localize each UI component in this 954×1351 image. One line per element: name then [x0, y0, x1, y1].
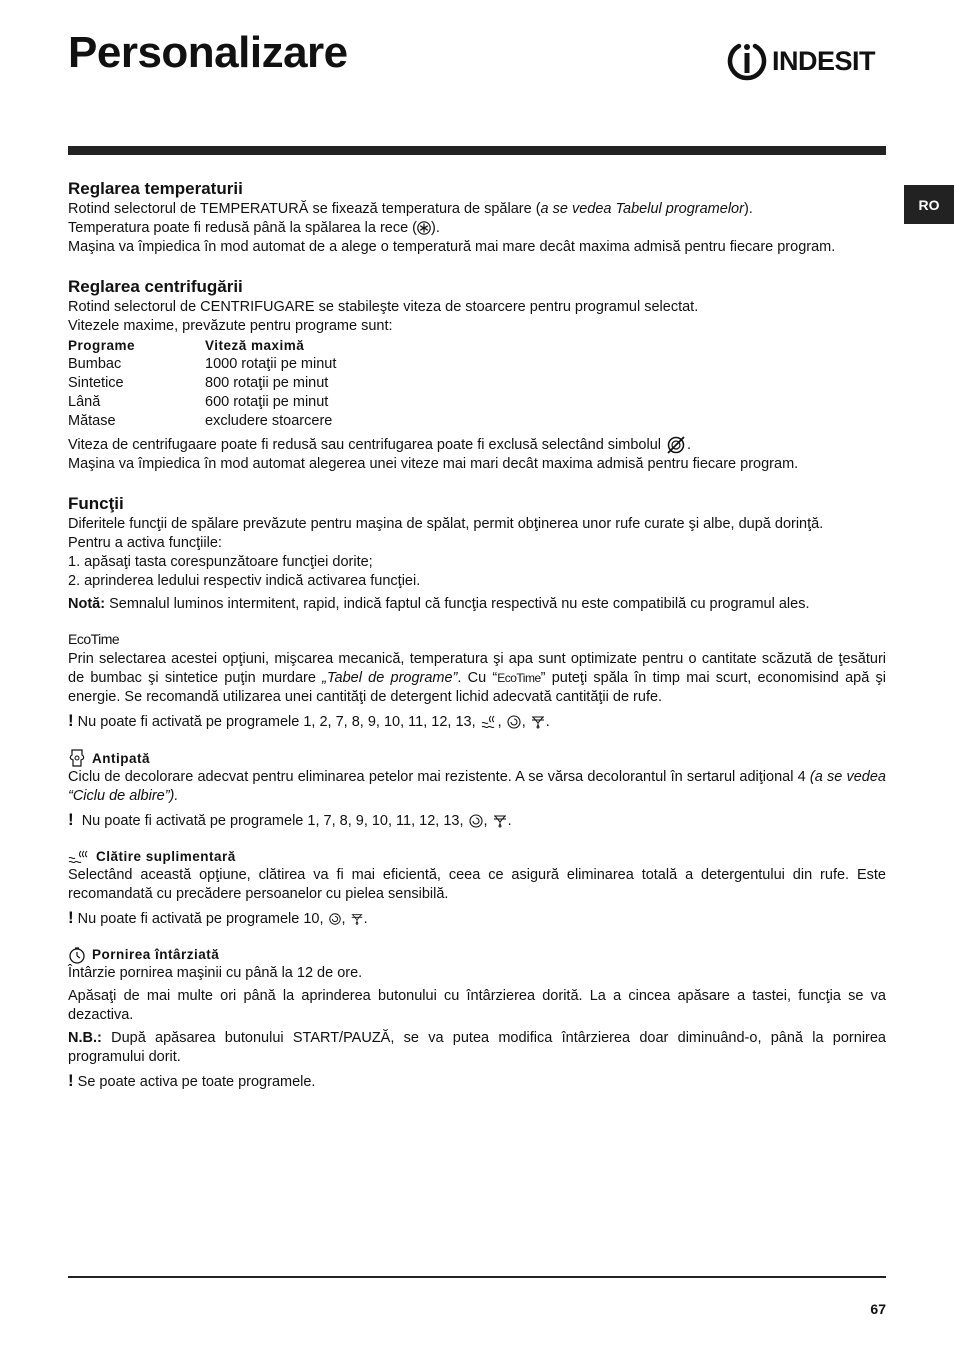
- table-cell: Mătase: [68, 413, 116, 429]
- brand-name: INDESIT: [772, 45, 876, 76]
- rinse-paragraph: Selectând această opţiune, clătirea va fi mai eficientă, ceea ce asigură eliminarea totală a detergentului din rufe. Este recomandată cu precădere persoanelor cu pielea sensibilă.: [68, 867, 886, 902]
- warning-mark: !: [68, 711, 74, 730]
- section-heading-temperature: Reglarea temperaturii: [68, 179, 243, 198]
- rinse-heading: Clătire suplimentară: [68, 847, 886, 866]
- temp-paragraph-1: Rotind selectorul de TEMPERATURĂ se fixează temperatura de spălare (a se vedea Tabelul programelor).: [68, 201, 753, 217]
- snowflake-icon: [417, 221, 431, 235]
- table-row: [68, 374, 336, 393]
- antipata-warning: ! Nu poate fi activată pe programele 1, 7, 8, 9, 10, 11, 12, 13, , .: [68, 810, 512, 829]
- rinse-warning: ! Nu poate fi activată pe programele 10, , .: [68, 908, 368, 927]
- main-content: [68, 178, 886, 1092]
- ecotime-paragraph: Prin selectarea acestei opţiuni, mişcarea mecanică, temperatura şi apa sunt optimizate pentru o cantitate scăzută de ţesături de bumbac şi sintetice puţin murdare „Tabel de programe”. Cu “EcoTime” puteţi spăla în timp mai scurt, economisind apă şi energie. Se recomandă utilizarea unei cantităţi de detergent lichid adecvată cantităţii de rufe.: [68, 651, 886, 705]
- delay-nb: N.B.: După apăsarea butonului START/PAUZĂ, se va putea modifica întârzierea doar diminuând-o, până la pornirea programului dorit.: [68, 1030, 886, 1065]
- spin-paragraph-1: Rotind selectorul de CENTRIFUGARE se stabileşte viteza de stoarcere pentru programul selectat.: [68, 299, 699, 315]
- ecotime-heading: [68, 630, 886, 650]
- drain-program-icon: [350, 912, 364, 926]
- temp-paragraph-2: Temperatura poate fi redusă până la spălarea la rece ( ).: [68, 220, 440, 236]
- delay-heading: Pornirea întârziată: [68, 945, 886, 964]
- table-row: [68, 355, 336, 374]
- table-cell: 1000 rotaţii pe minut: [205, 356, 337, 372]
- functions-step-2: 2. aprinderea ledului respectiv indică activarea funcţiei.: [68, 573, 421, 589]
- stain-removal-icon: [68, 748, 86, 768]
- rinse-program-icon: [480, 714, 498, 730]
- warning-mark: !: [68, 1071, 74, 1090]
- spin-program-icon: [506, 714, 522, 730]
- table-cell: Lână: [68, 394, 101, 410]
- table-cell: Sintetice: [68, 375, 124, 391]
- warning-mark: !: [68, 908, 74, 927]
- indesit-logo: [726, 40, 875, 82]
- ecotime-logo: EcoTime: [68, 631, 120, 647]
- antipata-paragraph: Ciclu de decolorare adecvat pentru eliminarea petelor mai rezistente. A se vărsa decolorantul în sertarul adiţional 4 (a se vedea “Ciclu de albire”).: [68, 769, 886, 804]
- ecotime-warning: ! Nu poate fi activată pe programele 1, 2, 7, 8, 9, 10, 11, 12, 13, , , .: [68, 711, 550, 730]
- delay-timer-icon: [68, 946, 86, 964]
- functions-step-1: 1. apăsaţi tasta corespunzătoare funcţiei dorite;: [68, 554, 373, 570]
- spin-program-icon: [468, 813, 484, 829]
- spin-paragraph-2: Vitezele maxime, prevăzute pentru programe sunt:: [68, 318, 393, 334]
- table-cell: Bumbac: [68, 356, 122, 372]
- antipata-heading: Antipată: [68, 748, 886, 768]
- drain-program-icon: [530, 714, 546, 730]
- warning-mark: !: [68, 810, 74, 829]
- delay-warning: ! Se poate activa pe toate programele.: [68, 1071, 316, 1090]
- temp-paragraph-3: Maşina va împiedica în mod automat de a alege o temperatură mai mare decât maxima admisă pentru fiecare program.: [68, 239, 836, 255]
- spin-program-icon: [328, 912, 342, 926]
- table-header: Viteză maximă: [205, 338, 305, 353]
- functions-note: Notă: Semnalul luminos intermitent, rapid, indică faptul că funcţia respectivă nu este compatibilă cu programul ales.: [68, 596, 810, 612]
- drain-program-icon: [492, 813, 508, 829]
- page-title: Personalizare: [68, 28, 348, 77]
- table-header-row: [68, 336, 336, 355]
- table-row: [68, 393, 336, 412]
- spin-speed-table: [68, 336, 336, 431]
- language-tab: RO: [904, 185, 954, 224]
- spin-paragraph-3: Viteza de centrifugaare poate fi redusă sau centrifugarea poate fi exclusă selectând simbolul .: [68, 435, 886, 455]
- table-cell: excludere stoarcere: [205, 413, 333, 429]
- section-heading-functions: Funcţii: [68, 494, 124, 513]
- spin-paragraph-4: Maşina va împiedica în mod automat alegerea unei viteze mai mari decât maxima admisă pentru fiecare program.: [68, 456, 799, 472]
- spin-exclusion-icon: [665, 435, 687, 455]
- header-rule: [68, 146, 886, 155]
- section-heading-spin: Reglarea centrifugării: [68, 277, 243, 296]
- table-header: Programe: [68, 338, 136, 353]
- extra-rinse-icon: [68, 849, 90, 865]
- table-cell: 600 rotaţii pe minut: [205, 394, 329, 410]
- functions-paragraph-1: Diferitele funcţii de spălare prevăzute pentru maşina de spălat, permit obţinerea unor rufe curate şi albe, după dorinţă.: [68, 516, 824, 532]
- functions-paragraph-2: Pentru a activa funcţiile:: [68, 535, 222, 551]
- logo-i-icon: [726, 40, 768, 82]
- delay-paragraph-2: Apăsaţi de mai multe ori până la aprinderea butonului cu întârzierea dorită. La a cincea apăsare a tastei, funcţia se va dezactiva.: [68, 988, 886, 1023]
- table-cell: 800 rotaţii pe minut: [205, 375, 329, 391]
- table-row: [68, 412, 336, 431]
- delay-paragraph-1: Întârzie pornirea maşinii cu până la 12 de ore.: [68, 965, 363, 981]
- page-number: 67: [870, 1301, 886, 1317]
- footer-rule: [68, 1276, 886, 1278]
